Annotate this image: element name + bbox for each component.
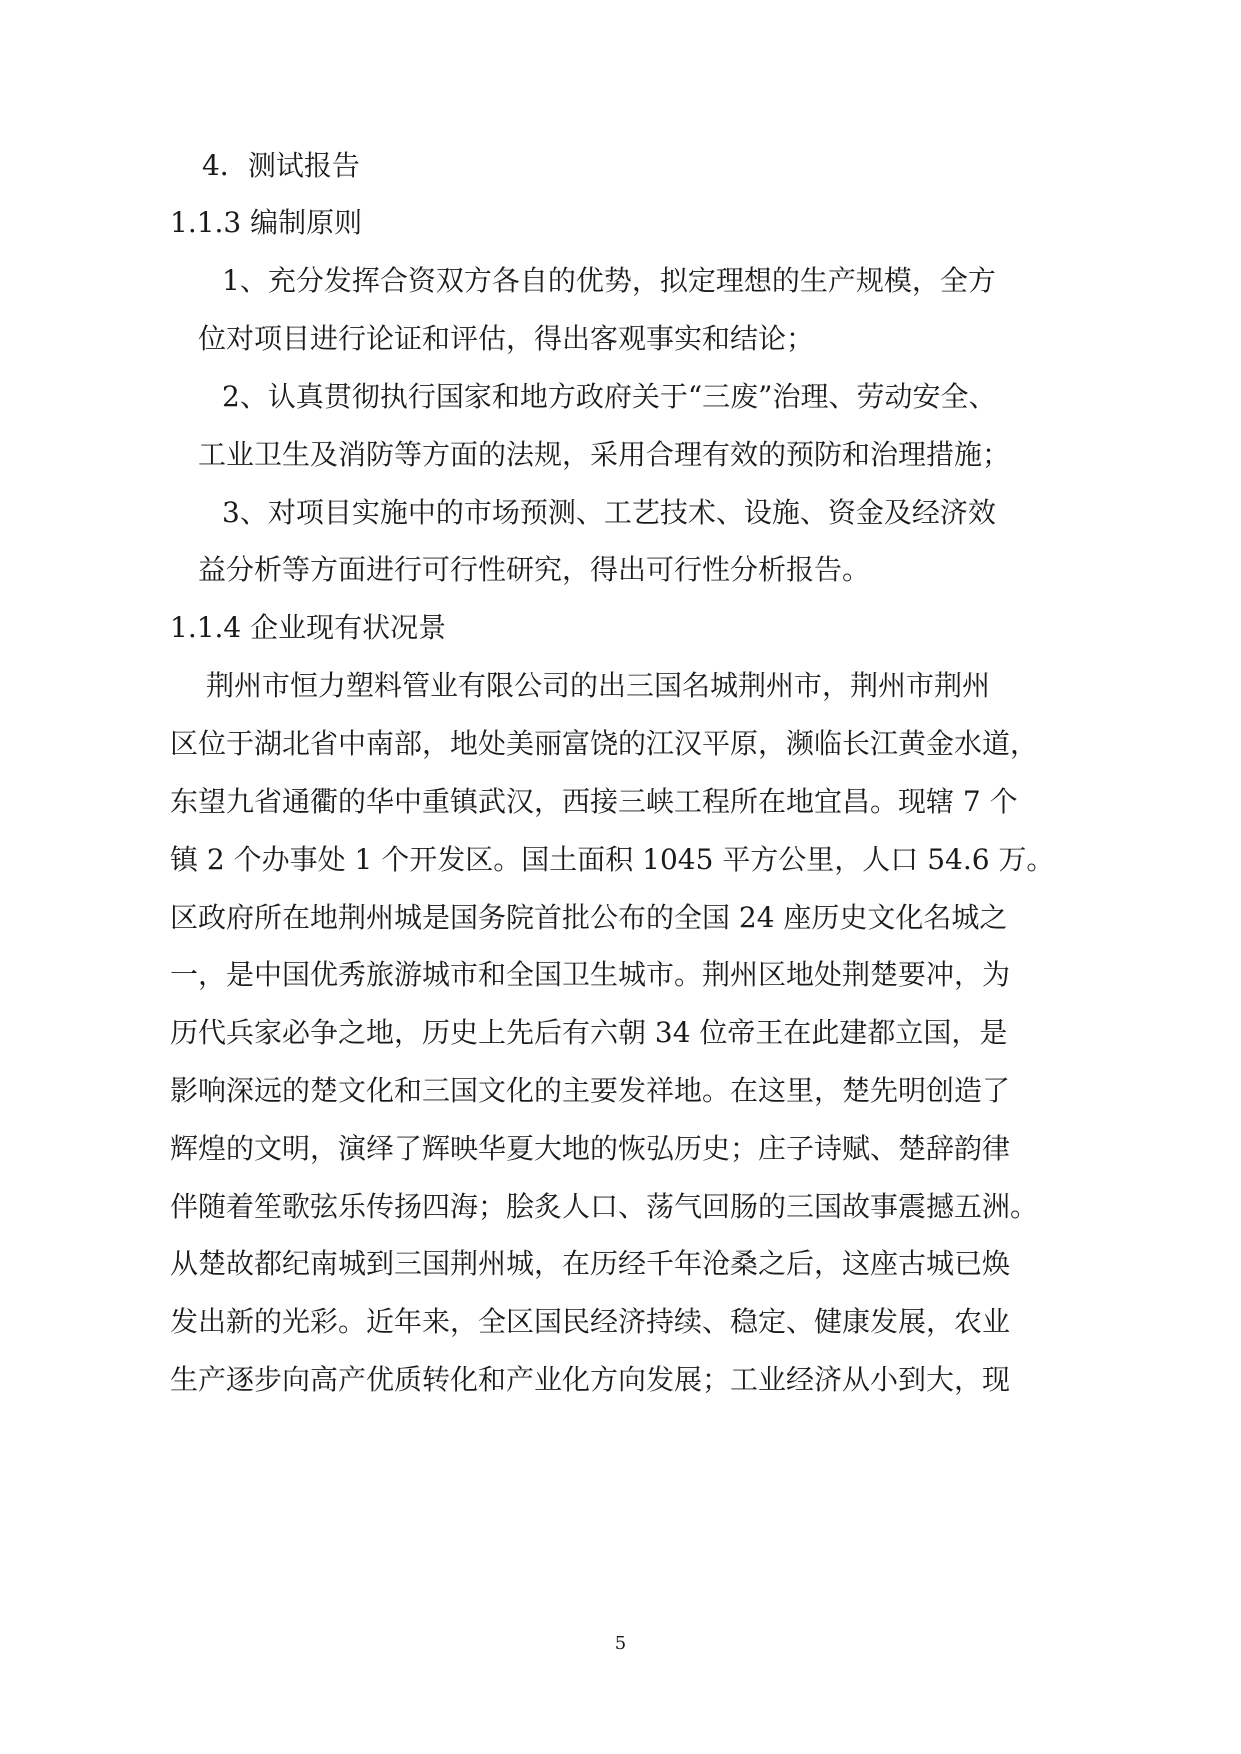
body-line: 辉煌的文明，演绎了辉映华夏大地的恢弘历史；庄子诗赋、楚辞韵律: [170, 1132, 1011, 1165]
principle-1-line-1: 1、充分发挥合资双方各自的优势，拟定理想的生产规模，全方: [222, 264, 996, 297]
body-line: 影响深远的楚文化和三国文化的主要发祥地。在这里，楚先明创造了: [170, 1074, 1011, 1107]
section-heading-1-1-4: 1.1.4 企业现有状况景: [170, 611, 447, 644]
body-line: 镇 2 个办事处 1 个开发区。国土面积 1045 平方公里，人口 54.6 万。: [170, 843, 1055, 876]
body-line: 发出新的光彩。近年来，全区国民经济持续、稳定、健康发展，农业: [170, 1305, 1011, 1338]
principle-1-line-2: 位对项目进行论证和评估，得出客观事实和结论；: [198, 322, 815, 355]
section-heading-1-1-3: 1.1.3 编制原则: [170, 206, 363, 239]
body-line: 生产逐步向高产优质转化和产业化方向发展；工业经济从小到大，现: [170, 1363, 1011, 1396]
principle-2-line-2: 工业卫生及消防等方面的法规，采用合理有效的预防和治理措施；: [198, 438, 1011, 471]
body-line: 区位于湖北省中南部，地处美丽富饶的江汉平原，濒临长江黄金水道，: [170, 727, 1039, 760]
body-line: 伴随着笙歌弦乐传扬四海；脍炙人口、荡气回肠的三国故事震撼五洲。: [170, 1190, 1039, 1223]
body-line: 历代兵家必争之地，历史上先后有六朝 34 位帝王在此建都立国，是: [170, 1016, 1008, 1049]
page-number: 5: [614, 1633, 627, 1654]
principle-2-line-1: 2、认真贯彻执行国家和地方政府关于“三废”治理、劳动安全、: [222, 380, 997, 413]
body-line: 东望九省通衢的华中重镇武汉，西接三峡工程所在地宜昌。现辖 7 个: [170, 785, 1018, 818]
heading-item-4: 4．测试报告: [202, 149, 360, 182]
body-line: 一，是中国优秀旅游城市和全国卫生城市。荆州区地处荆楚要冲，为: [170, 958, 1011, 991]
body-line: 从楚故都纪南城到三国荆州城，在历经千年沧桑之后，这座古城已焕: [170, 1247, 1011, 1280]
body-line: 区政府所在地荆州城是国务院首批公布的全国 24 座历史文化名城之: [170, 901, 1008, 934]
principle-3-line-2: 益分析等方面进行可行性研究，得出可行性分析报告。: [198, 553, 871, 586]
body-line: 荆州市恒力塑料管业有限公司的出三国名城荆州市，荆州市荆州: [206, 669, 991, 702]
principle-3-line-1: 3、对项目实施中的市场预测、工艺技术、设施、资金及经济效: [222, 496, 996, 529]
